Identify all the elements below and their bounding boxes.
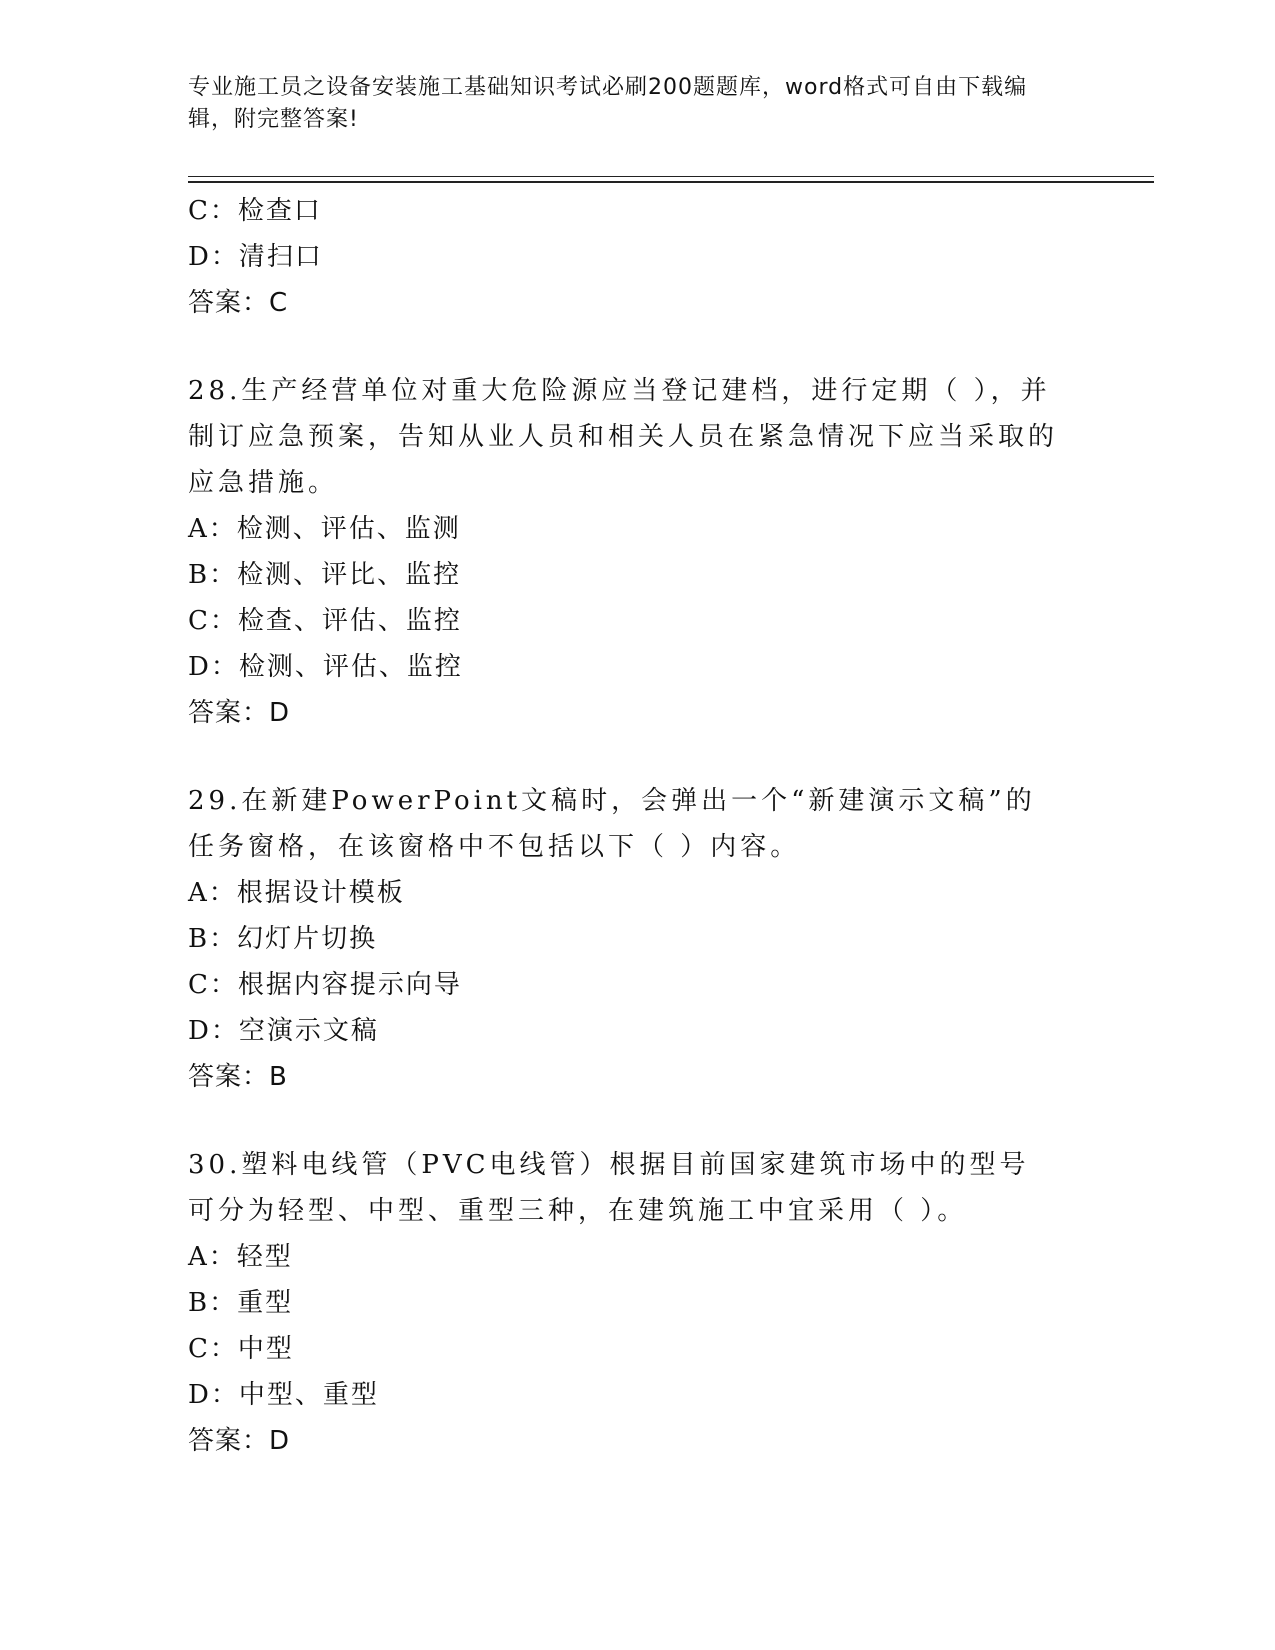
question-list [188,188,1088,1464]
answer: 答案：B [188,1062,288,1092]
header-divider-bottom [188,181,1154,183]
option-a: A：轻型 [188,1242,293,1272]
option-d: D：检测、评估、监控 [188,652,463,682]
question-27-continued [188,188,1088,326]
header-divider-top [188,176,1154,177]
option-d: D：清扫口 [188,242,323,272]
question-text: 30.塑料电线管（PVC电线管）根据目前国家建筑市场中的型号可分为轻型、中型、重型三种，在建筑施工中宜采用（ ）。 [188,1150,1030,1226]
option-c: C：根据内容提示向导 [188,970,462,1000]
option-d: D：中型、重型 [188,1380,379,1410]
question-text: 28.生产经营单位对重大危险源应当登记建档，进行定期（ ），并制订应急预案，告知从业人员和相关人员在紧急情况下应当采取的应急措施。 [188,376,1059,498]
answer: 答案：D [188,698,291,728]
option-c: C：中型 [188,1334,294,1364]
option-b: B：检测、评比、监控 [188,560,462,590]
option-a: A：根据设计模板 [188,878,405,908]
option-a: A：检测、评估、监测 [188,514,461,544]
answer: 答案：D [188,1426,291,1456]
option-b: B：幻灯片切换 [188,924,378,954]
option-c: C：检查口 [188,196,322,226]
document-header: 专业施工员之设备安装施工基础知识考试必刷200题题库，word格式可自由下载编辑，附完整答案! [188,75,1028,132]
question-28 [188,368,1088,736]
question-29 [188,778,1088,1100]
option-b: B：重型 [188,1288,294,1318]
question-30 [188,1142,1088,1464]
option-c: C：检查、评估、监控 [188,606,462,636]
answer: 答案：C [188,288,289,318]
question-text: 29.在新建PowerPoint文稿时，会弹出一个“新建演示文稿”的任务窗格，在该窗格中不包括以下（ ）内容。 [188,786,1036,862]
option-d: D：空演示文稿 [188,1016,379,1046]
